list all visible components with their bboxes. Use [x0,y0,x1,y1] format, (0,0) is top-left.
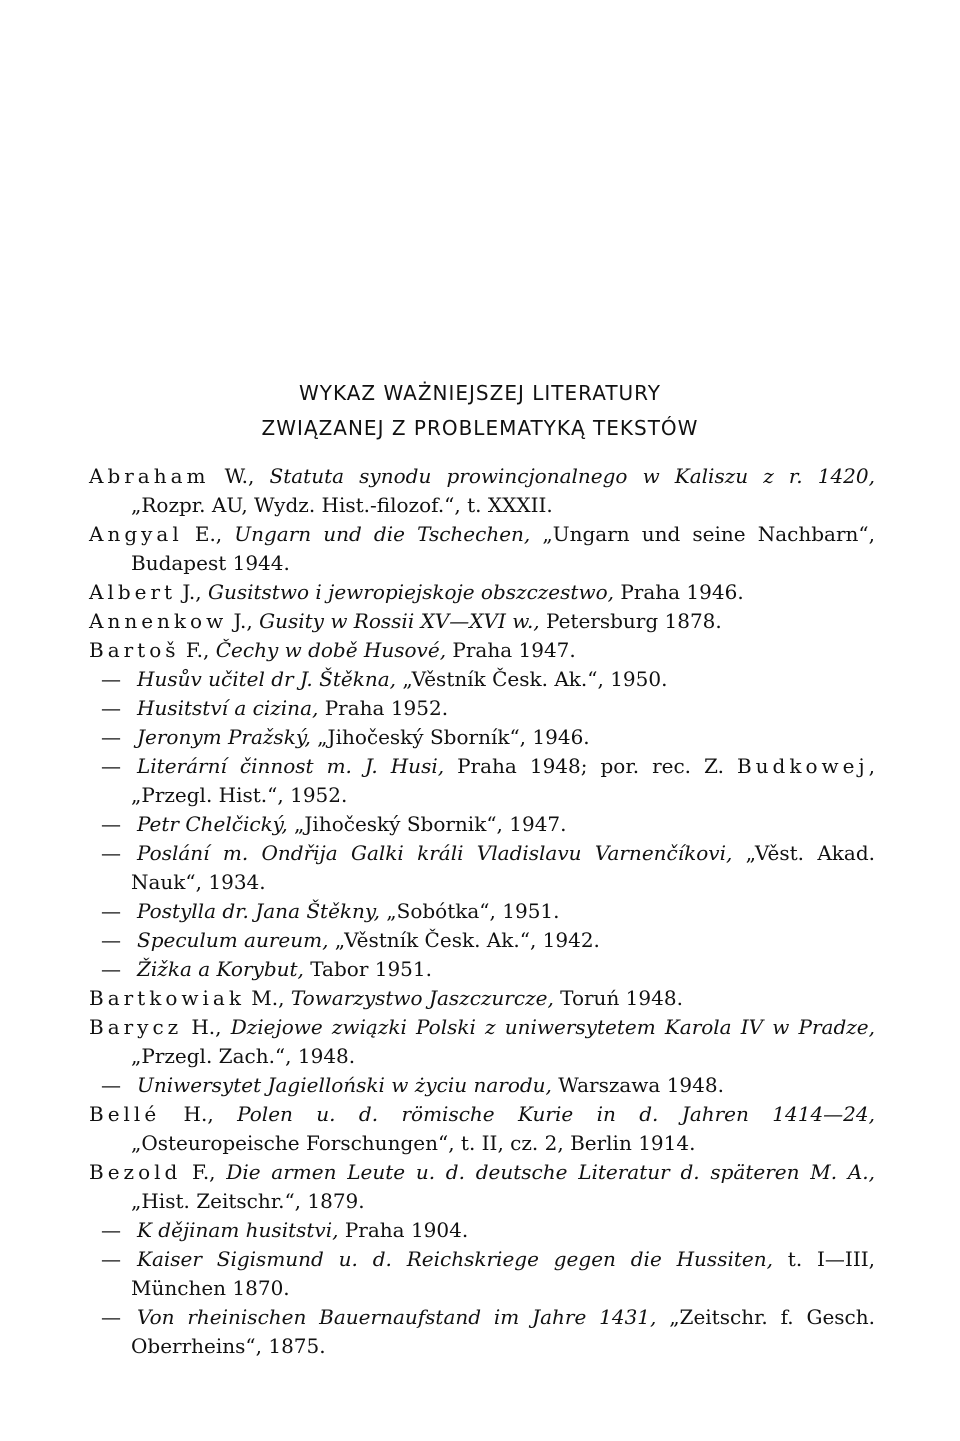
entry-publication: „Jihočeský Sbornik“, 1947. [287,812,567,836]
entry-work-title: Žižka a Korybut, [137,957,304,981]
entry-publication: „Przegl. Zach.“, 1948. [131,1044,356,1068]
bibliography-entry [89,694,875,723]
bibliography-entry [89,1158,875,1216]
entry-work-title: Postylla dr. Jana Štěkny, [137,899,380,923]
entry-work-title: Die armen Leute u. d. deutsche Literatur d. späteren M. A., [226,1160,875,1184]
entry-work-title: Petr Chelčický, [137,812,288,836]
entry-work-title: Ungarn und die Tschechen, [234,522,531,546]
entry-work-title: Poslání m. Ondřija Galki králi Vladislavu Varnenčíkovi, [137,841,733,865]
entry-publication: „Jihočeský Sborník“, 1946. [310,725,590,749]
bibliography-entry [89,926,875,955]
entry-author: Bartoš [89,638,180,662]
entry-dash: — [101,696,121,720]
entry-publication: Warszawa 1948. [551,1073,724,1097]
bibliography-entry [89,984,875,1013]
bibliography-entry [89,578,875,607]
entry-publication: Toruń 1948. [553,986,683,1010]
bibliography-entry [89,810,875,839]
entry-work-title: Uniwersytet Jagielloński w życiu narodu, [137,1073,552,1097]
entry-work-title: Speculum aureum, [137,928,329,952]
entry-publication: „Rozpr. AU, Wydz. Hist.-filozof.“, t. XXXII. [131,493,553,517]
entry-author: Barycz [89,1015,183,1039]
entry-publication: Praha 1946. [613,580,744,604]
entry-author: Bezold [89,1160,182,1184]
entry-author: Bellé [89,1102,161,1126]
entry-dash: — [101,1305,121,1329]
entry-publication: Praha 1947. [446,638,576,662]
entry-dash: — [101,725,121,749]
bibliography-entry [89,607,875,636]
entry-work-title: Gusity w Rossii XV—XVI w., [259,609,540,633]
entry-author: Bartkowiak [89,986,245,1010]
bibliography-entry [89,897,875,926]
entry-work-title: Towarzystwo Jaszczurcze, [290,986,554,1010]
page-title-line-2: ZWIĄZANEJ Z PROBLEMATYKĄ TEKSTÓW [261,416,699,440]
entry-publication: „Věstník Česk. Ak.“, 1942. [328,928,600,952]
bibliography-entry [89,636,875,665]
entry-work-title: Dziejowe związki Polski z uniwersytetem Karola IV w Pradze, [230,1015,876,1039]
entry-initial: M., [244,986,291,1010]
bibliography-entry [89,1071,875,1100]
entry-work-title: Von rheinischen Bauernaufstand im Jahre 1431, [137,1305,657,1329]
entry-publication: t. I—III, München 1870. [131,1247,875,1300]
entry-initial: J., [176,580,208,604]
entry-work-title: Husův učitel dr J. Štěkna, [137,667,396,691]
bibliography-entry [89,665,875,694]
bibliography-entry [89,1100,875,1158]
entry-work-title: Kaiser Sigismund u. d. Reichskriege gegen die Hussiten, [137,1247,773,1271]
entry-author: Annenkow [89,609,228,633]
entry-work-title: Čechy w době Husové, [215,638,447,662]
bibliography-entry [89,1013,875,1071]
entry-dash: — [101,1073,121,1097]
entry-publication: Praha 1948; por. rec. Z. [444,754,737,778]
entry-initial: J., [227,609,260,633]
entry-author: Angyal [89,522,183,546]
entry-dash: — [101,754,121,778]
entry-work-title: Jeronym Pražský, [137,725,311,749]
bibliography-entry [89,723,875,752]
entry-dash: — [101,899,121,923]
bibliography-entry [89,462,875,520]
entry-dash: — [101,1218,121,1242]
bibliography-entry [89,1216,875,1245]
entry-dash: — [101,1247,121,1271]
entry-publication: „Sobótka“, 1951. [379,899,560,923]
bibliography-entry [89,955,875,984]
entry-publication: „Věstník Česk. Ak.“, 1950. [395,667,668,691]
entry-initial: H., [182,1015,231,1039]
entry-dash: — [101,667,121,691]
entry-initial: F., [179,638,216,662]
entry-work-title: Gusitstwo i jewropiejskoje obszczestwo, [207,580,614,604]
entry-publication: Tabor 1951. [303,957,432,981]
bibliography-entry [89,1303,875,1361]
bibliography-list [89,462,875,1361]
bibliography-entry [89,520,875,578]
entry-work-title: Husitství a cizina, [137,696,319,720]
entry-publication: Praha 1904. [338,1218,469,1242]
entry-publication: Petersburg 1878. [539,609,722,633]
entry-publication: „Věst. Akad. Nauk“, 1934. [131,841,875,894]
entry-work-title: Literární činnost m. J. Husi, [137,754,445,778]
entry-work-title: Statuta synodu prowincjonalnego w Kaliszu z r. 1420, [269,464,875,488]
entry-initial: E., [182,522,235,546]
entry-author: Abraham [89,464,210,488]
page-title-line-1: WYKAZ WAŻNIEJSZEJ LITERATURY [298,381,662,405]
entry-author: Albert [89,580,177,604]
entry-dash: — [101,841,121,865]
entry-publication: „Ungarn und seine Nachbarn“, Budapest 1944. [131,522,875,575]
entry-reviewer: Budkowej [736,754,869,778]
entry-work-title: Polen u. d. römische Kurie in d. Jahren 1414—24, [237,1102,875,1126]
entry-publication-2: , „Przegl. Hist.“, 1952. [131,754,875,807]
bibliography-entry [89,839,875,897]
entry-dash: — [101,957,121,981]
entry-publication: „Osteuropeische Forschungen“, t. II, cz. 2, Berlin 1914. [131,1131,696,1155]
entry-initial: F., [181,1160,227,1184]
entry-work-title: K dějinam husitstvi, [137,1218,339,1242]
entry-publication: Praha 1952. [318,696,449,720]
entry-initial: W., [209,464,270,488]
bibliography-entry [89,752,875,810]
entry-publication: „Zeitschr. f. Gesch. Oberrheins“, 1875. [131,1305,875,1358]
entry-dash: — [101,928,121,952]
bibliography-entry [89,1245,875,1303]
entry-dash: — [101,812,121,836]
entry-initial: H., [160,1102,238,1126]
entry-publication: „Hist. Zeitschr.“, 1879. [131,1189,365,1213]
